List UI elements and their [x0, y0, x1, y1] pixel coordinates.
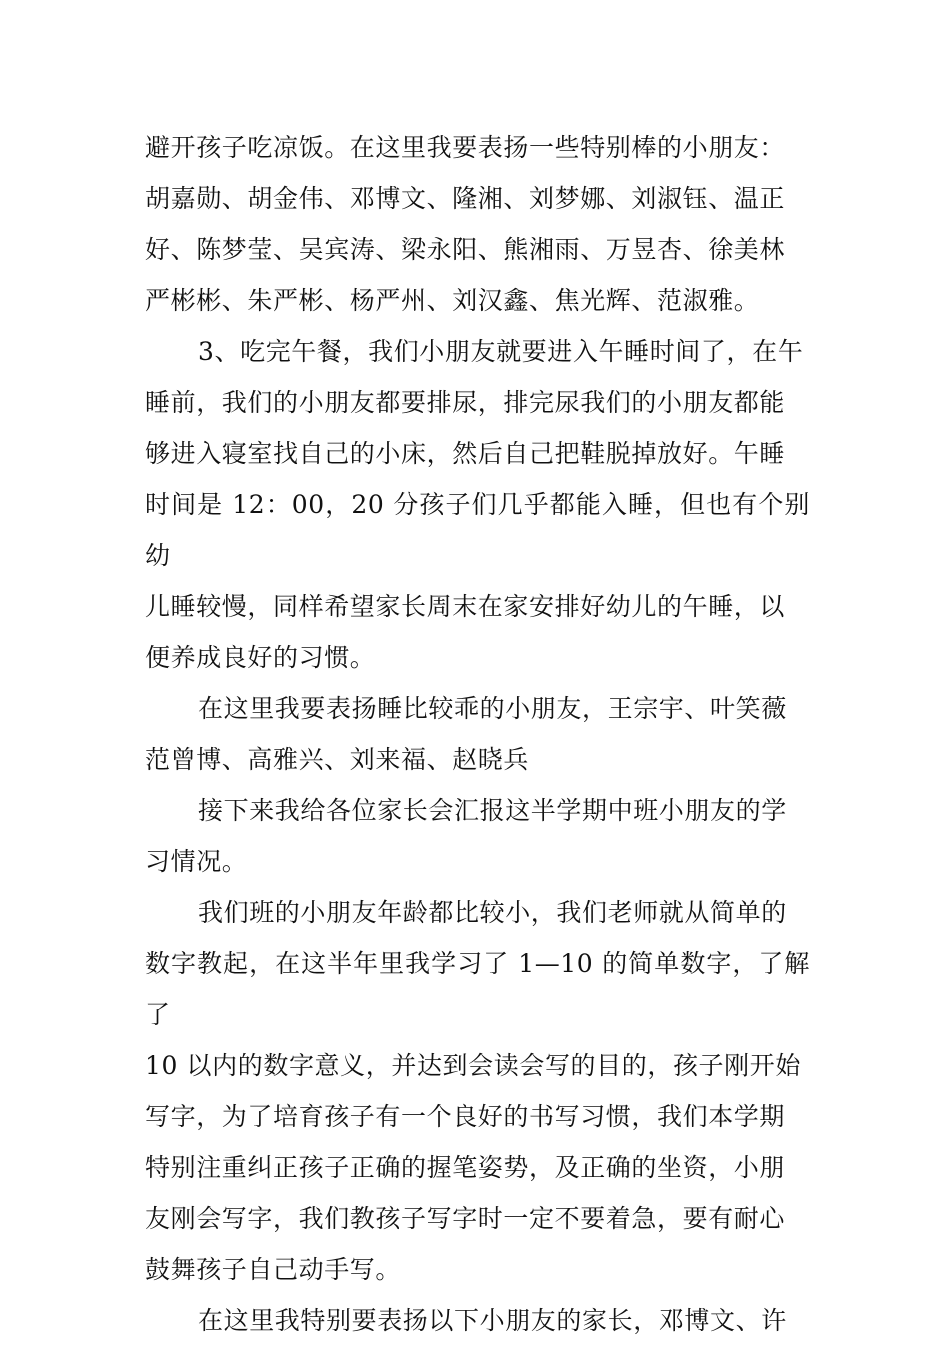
paragraph-6	[145, 1295, 810, 1346]
paragraph-5	[145, 887, 810, 1295]
document-body	[145, 122, 810, 1346]
text-line: 在这里我要表扬睡比较乖的小朋友，王宗宇、叶笑薇	[198, 694, 787, 723]
paragraph-3	[145, 683, 810, 785]
paragraph-4	[145, 785, 810, 887]
text-line: 严彬彬、朱严彬、杨严州、刘汉鑫、焦光辉、范淑雅。	[145, 286, 760, 315]
text-line: 接下来我给各位家长会汇报这半学期中班小朋友的学	[198, 796, 787, 825]
text-line: 在这里我特别要表扬以下小朋友的家长，邓博文、许	[198, 1306, 787, 1335]
text-line: 10 以内的数字意义，并达到会读会写的目的，孩子刚开始	[145, 1051, 801, 1080]
text-line: 习情况。	[145, 847, 248, 876]
text-line: 写字，为了培育孩子有一个良好的书写习惯，我们本学期	[145, 1102, 786, 1131]
text-line: 3、吃完午餐，我们小朋友就要进入午睡时间了，在午	[198, 337, 804, 366]
text-line: 便养成良好的习惯。	[145, 643, 376, 672]
text-line: 避开孩子吃凉饭。在这里我要表扬一些特别棒的小朋友：	[145, 133, 786, 162]
text-line: 胡嘉勋、胡金伟、邓博文、隆湘、刘梦娜、刘淑钰、温正	[145, 184, 786, 213]
text-line: 友刚会写字，我们教孩子写字时一定不要着急，要有耐心	[145, 1204, 786, 1233]
text-line: 我们班的小朋友年龄都比较小，我们老师就从简单的	[198, 898, 787, 927]
text-line: 鼓舞孩子自己动手写。	[145, 1255, 402, 1284]
text-line: 儿睡较慢，同样希望家长周末在家安排好幼儿的午睡，以	[145, 592, 786, 621]
text-line: 睡前，我们的小朋友都要排尿，排完尿我们的小朋友都能	[145, 388, 786, 417]
text-line: 数字教起，在这半年里我学习了 1—10 的简单数字，了解了	[145, 949, 810, 1029]
text-line: 好、陈梦莹、吴宾涛、梁永阳、熊湘雨、万昱杏、徐美林	[145, 235, 786, 264]
text-line: 特别注重纠正孩子正确的握笔姿势，及正确的坐资，小朋	[145, 1153, 786, 1182]
paragraph-2	[145, 326, 810, 683]
text-line: 范曾博、高雅兴、刘来福、赵晓兵	[145, 745, 530, 774]
paragraph-1	[145, 122, 810, 326]
text-line: 时间是 12：00，20 分孩子们几乎都能入睡，但也有个别幼	[145, 490, 810, 570]
text-line: 够进入寝室找自己的小床，然后自己把鞋脱掉放好。午睡	[145, 439, 786, 468]
